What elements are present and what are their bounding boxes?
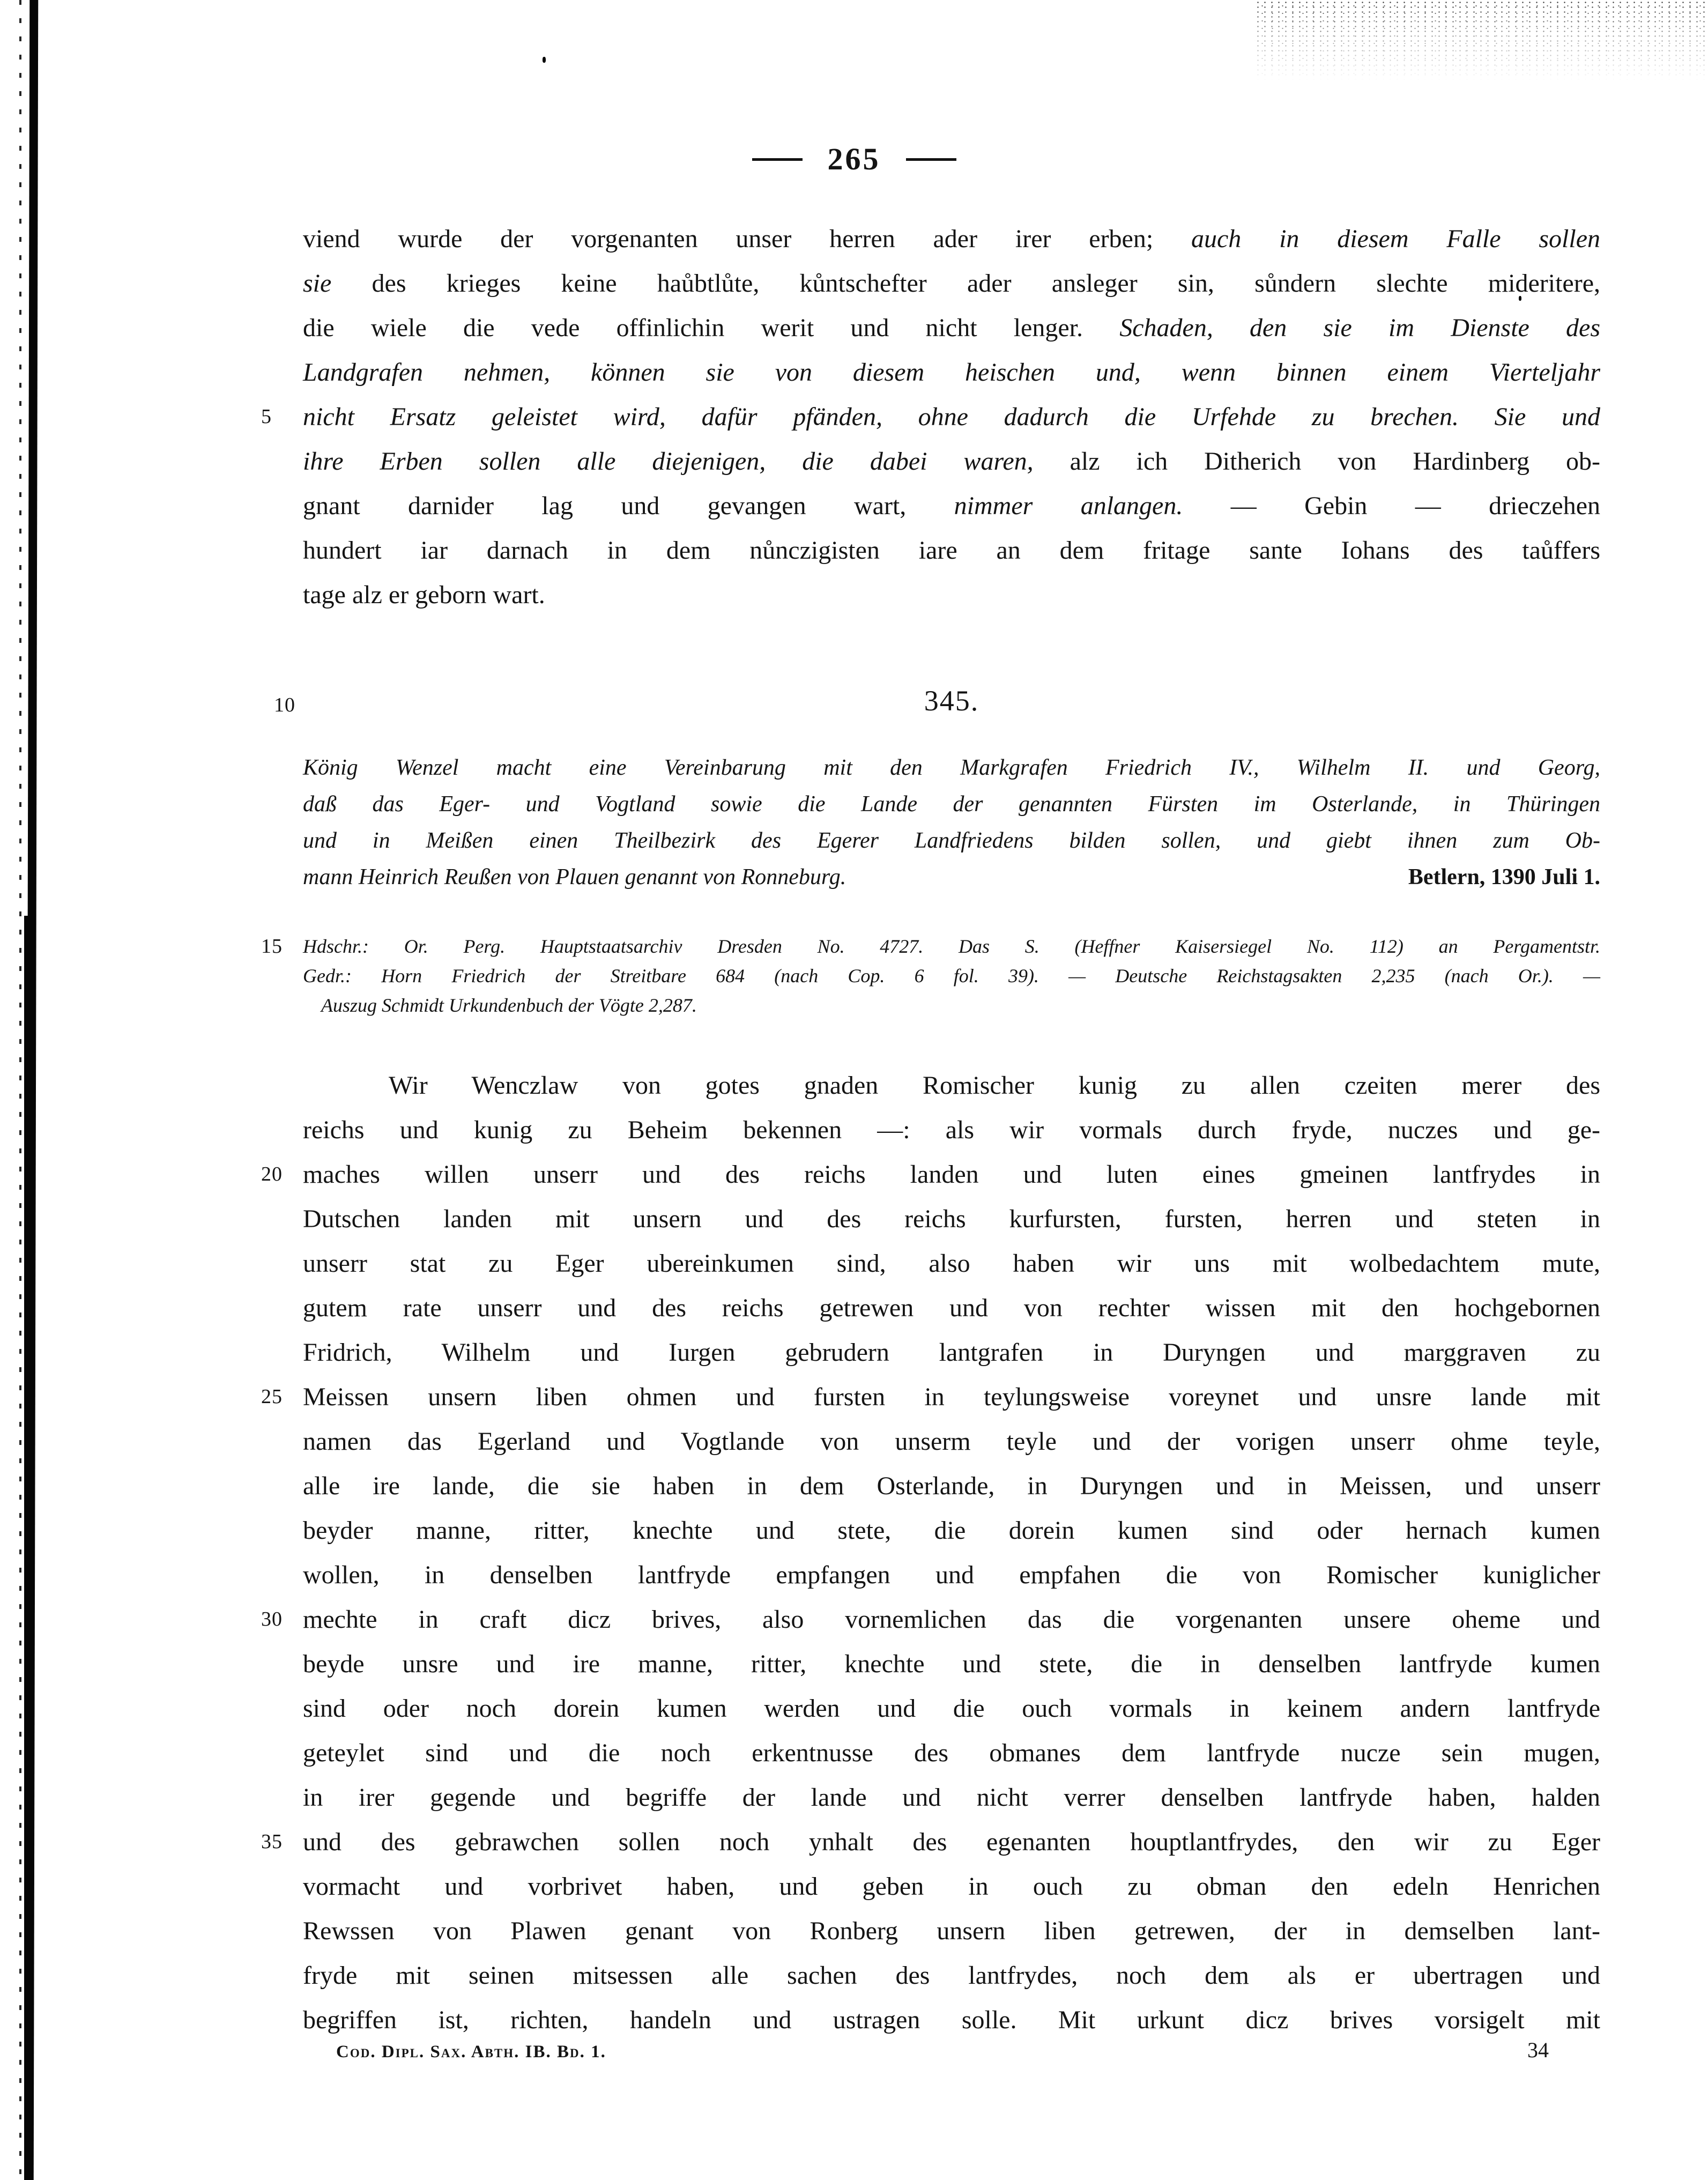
summary-text: mann Heinrich Reußen von Plauen genannt von Ronneburg.	[303, 865, 846, 889]
margin-line-number: 15	[261, 935, 283, 958]
text-segment: wollen, in denselben lantfryde empfangen und empfahen die von Romischer kuniglicher	[303, 1561, 1600, 1589]
text-segment: fryde mit seinen mitsessen alle sachen des lantfrydes, noch dem als er ubertragen und	[303, 1961, 1600, 1990]
text-segment: des krieges keine haůbtlůte, kůntschefter ader ansleger sin, sůndern slechte mideritere,	[331, 269, 1600, 298]
scan-gutter-shadow-lower	[24, 916, 29, 2180]
italic-text-segment: Schaden, den sie im Dienste des	[1119, 314, 1601, 342]
header-rule-right	[906, 158, 956, 161]
margin-line-number: 20	[261, 1163, 283, 1185]
margin-line-number: 35	[261, 1830, 283, 1853]
text-segment: Wir Wenczlaw von gotes gnaden Romischer kunig zu allen czeiten merer des	[389, 1071, 1600, 1100]
page-header	[0, 144, 1708, 175]
text-line	[303, 750, 1600, 786]
place-date-line: Betlern, 1390 Juli 1.	[1408, 865, 1600, 889]
text-line	[261, 1375, 1600, 1419]
text-line	[303, 1686, 1600, 1731]
text-line	[303, 1731, 1600, 1775]
text-line	[303, 1464, 1600, 1508]
text-segment: — Gebin — drieczehen	[1183, 492, 1600, 520]
entry-number: 345.	[924, 685, 979, 717]
text-line	[303, 1286, 1600, 1330]
text-segment: in irer gegende und begriffe der lande und nicht verrer denselben lantfryde haben, halden	[303, 1783, 1600, 1812]
text-segment: alle ire lande, die sie haben in dem Osterlande, in Duryngen und in Meissen, und unserr	[303, 1472, 1600, 1500]
text-segment: und des gebrawchen sollen noch ynhalt des egenanten houptlantfrydes, den wir zu Eger	[303, 1828, 1600, 1856]
entry-summary	[303, 750, 1600, 895]
text-segment: reichs und kunig zu Beheim bekennen —: als wir vormals durch fryde, nuczes und ge-	[303, 1116, 1600, 1144]
italic-text-segment: ihre Erben sollen alle diejenigen, die dabei waren,	[303, 447, 1034, 476]
text-line	[303, 1063, 1600, 1108]
page-footer	[303, 2037, 1600, 2063]
text-segment: mechte in craft dicz brives, also vornemlichen das die vorgenanten unsere oheme und	[303, 1605, 1600, 1634]
text-segment: geteylet sind und die noch erkentnusse des obmanes dem lantfryde nucze sein mugen,	[303, 1739, 1600, 1767]
text-line	[261, 932, 1600, 961]
scan-speck	[543, 57, 546, 63]
italic-text-segment: und in Meißen einen Theilbezirk des Egerer Landfriedens bilden sollen, und giebt ihnen zum Ob-	[303, 828, 1600, 853]
text-line	[303, 1953, 1600, 1998]
text-line	[303, 961, 1600, 991]
text-line	[303, 1108, 1600, 1152]
margin-line-number: 5	[261, 405, 272, 428]
entry-heading	[274, 682, 1600, 720]
series-signature: Cod. Dipl. Sax. Abth. IB. Bd. 1.	[336, 2042, 606, 2062]
italic-text-segment: nicht Ersatz geleistet wird, dafür pfänden, ohne dadurch die Urfehde zu brechen.	[303, 403, 1495, 431]
text-line	[303, 1197, 1600, 1241]
text-line	[303, 822, 1600, 859]
text-segment: viend wurde der vorgenanten unser herren ader irer erben;	[303, 225, 1191, 253]
scan-edge-ticks	[19, 0, 21, 2180]
text-segment: vormacht und vorbrivet haben, und geben in ouch zu obman den edeln Henrichen	[303, 1872, 1600, 1901]
text-line	[303, 306, 1600, 350]
text-segment: gutem rate unserr und des reichs getrewen und von rechter wissen mit den hochgebornen	[303, 1294, 1600, 1322]
text-line	[303, 1642, 1600, 1686]
text-line	[303, 1508, 1600, 1553]
text-line	[303, 528, 1600, 573]
margin-line-number: 25	[261, 1385, 283, 1408]
margin-line-number: 30	[261, 1608, 283, 1630]
text-line	[303, 1330, 1600, 1375]
italic-text-segment: nimmer anlangen.	[954, 492, 1183, 520]
entry-body	[261, 1063, 1600, 2042]
italic-text-segment: sie	[303, 269, 332, 298]
text-line	[303, 1998, 1600, 2042]
text-line	[303, 439, 1600, 484]
text-line	[261, 395, 1600, 439]
text-line	[303, 1775, 1600, 1820]
text-segment: unserr stat zu Eger ubereinkumen sind, also haben wir uns mit wolbedachtem mute,	[303, 1249, 1600, 1278]
sheet-number: 34	[1527, 2038, 1549, 2062]
text-segment: maches willen unserr und des reichs landen und luten eines gmeinen lantfrydes in	[303, 1160, 1600, 1189]
header-rule-left	[752, 158, 803, 161]
text-line	[303, 573, 1600, 617]
text-segment: sind oder noch dorein kumen werden und die ouch vormals in keinem andern lantfryde	[303, 1694, 1600, 1723]
text-segment: tage alz er geborn wart.	[303, 581, 545, 609]
text-segment: hundert iar darnach in dem nůnczigisten iare an dem fritage sante Iohans des taůffers	[303, 536, 1600, 565]
text-segment: namen das Egerland und Vogtlande von unserm teyle und der vorigen unserr ohme teyle,	[303, 1427, 1600, 1456]
summary-last-line	[303, 859, 1600, 895]
text-line	[261, 1597, 1600, 1642]
text-segment: begriffen ist, richten, handeln und ustragen solle. Mit urkunt dicz brives vorsigelt mit	[303, 2006, 1600, 2034]
text-line	[303, 217, 1600, 261]
margin-line-number: 10	[274, 694, 295, 716]
text-segment: beyde unsre und ire manne, ritter, knechte und stete, die in denselben lantfryde kumen	[303, 1650, 1600, 1678]
text-line	[303, 261, 1600, 306]
text-line	[303, 1241, 1600, 1286]
scan-noise-top-right	[1254, 0, 1708, 80]
text-segment: gnant darnider lag und gevangen wart,	[303, 492, 954, 520]
text-line	[303, 1419, 1600, 1464]
text-segment: Meissen unsern liben ohmen und fursten in teylungsweise voreynet und unsre lande mit	[303, 1383, 1600, 1411]
italic-text-segment: Sie und	[1494, 403, 1600, 431]
text-segment: beyder manne, ritter, knechte und stete, die dorein kumen sind oder hernach kumen	[303, 1516, 1600, 1545]
italic-text-segment: König Wenzel macht eine Vereinbarung mit den Markgrafen Friedrich IV., Wilhelm II. und Georg,	[303, 755, 1600, 780]
text-line	[303, 484, 1600, 528]
text-line	[261, 1152, 1600, 1197]
text-segment: Rewssen von Plawen genant von Ronberg unsern liben getrewen, der in demselben lant-	[303, 1917, 1600, 1945]
text-line	[303, 1864, 1600, 1909]
text-line	[261, 1820, 1600, 1864]
text-segment: alz ich Ditherich von Hardinberg ob-	[1033, 447, 1600, 476]
text-segment: Hdschr.: Or. Perg. Hauptstaatsarchiv Dresden No. 4727. Das S. (Heffner Kaisersiegel No. 112) an Pergamentstr.	[303, 936, 1600, 957]
italic-text-segment: Landgrafen nehmen, können sie von diesem heischen und, wenn binnen einem Vierteljahr	[303, 358, 1600, 387]
text-segment: Fridrich, Wilhelm und Iurgen gebrudern lantgrafen in Duryngen und marggraven zu	[303, 1338, 1600, 1367]
continuation-paragraph	[261, 217, 1601, 617]
entry-sources	[261, 932, 1600, 1020]
text-line	[303, 1553, 1600, 1597]
text-segment: Auszug Schmidt Urkundenbuch der Vögte 2,287.	[321, 995, 697, 1016]
text-segment: Gedr.: Horn Friedrich der Streitbare 684 (nach Cop. 6 fol. 39). — Deutsche Reichstagsakten 2,235 (nach Or.). —	[303, 965, 1600, 987]
text-segment: Dutschen landen mit unsern und des reichs kurfursten, fursten, herren und steten in	[303, 1205, 1600, 1233]
text-line	[303, 991, 1600, 1020]
text-segment: die wiele die vede offinlichin werit und nicht lenger.	[303, 314, 1120, 342]
italic-text-segment: daß das Eger- und Vogtland sowie die Lande der genannten Fürsten im Osterlande, in Thüringen	[303, 792, 1600, 817]
text-line	[303, 786, 1600, 822]
italic-text-segment: auch in diesem Falle sollen	[1191, 225, 1600, 253]
text-line	[303, 350, 1600, 395]
text-line	[303, 1909, 1600, 1953]
page-number: 265	[827, 142, 881, 176]
